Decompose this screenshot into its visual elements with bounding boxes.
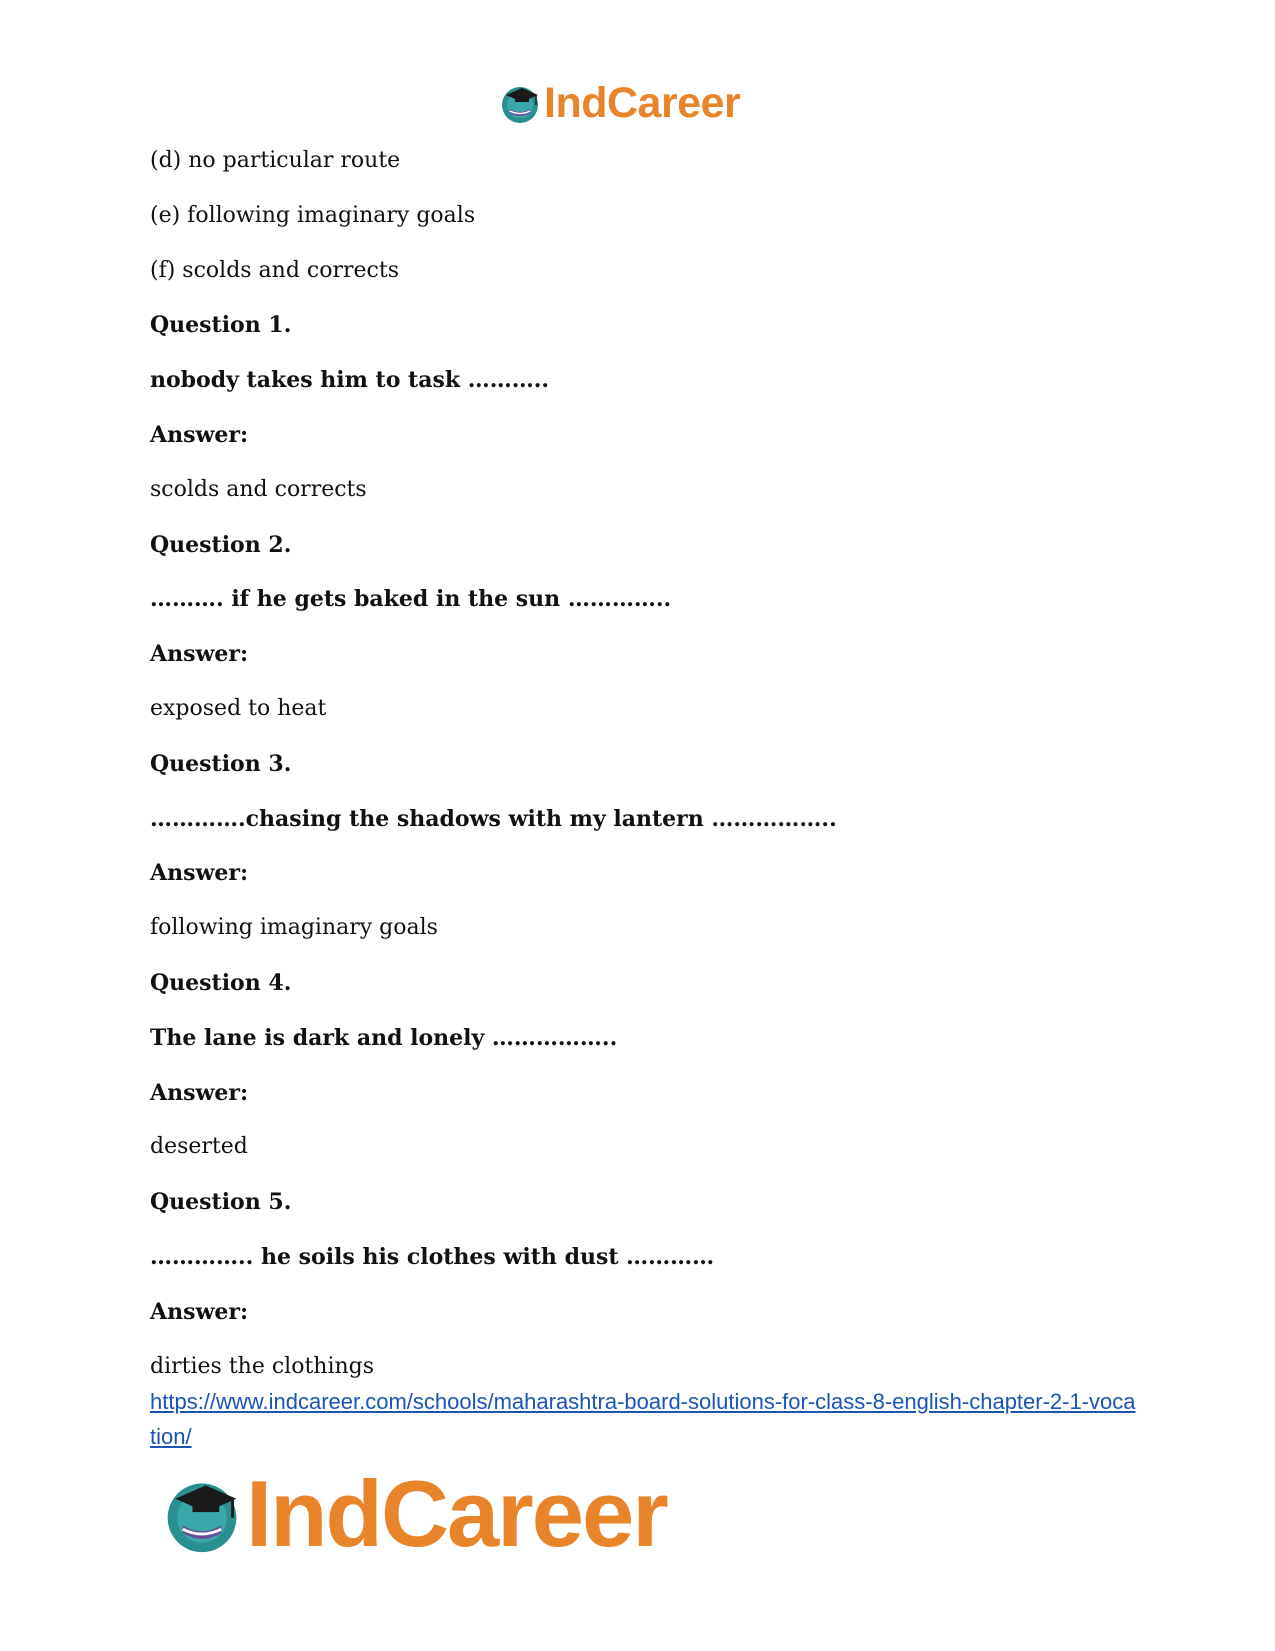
- document-body: [150, 146, 1150, 1406]
- question-text: ………. if he gets baked in the sun …………..: [150, 586, 672, 613]
- question-text: ………….chasing the shadows with my lantern ……………..: [150, 805, 837, 832]
- question-heading: Question 5.: [150, 1189, 292, 1216]
- question-heading: Question 1.: [150, 312, 292, 339]
- graduation-globe-icon: [160, 1472, 244, 1556]
- question-text: nobody takes him to task ………..: [150, 367, 550, 394]
- answer-text: scolds and corrects: [150, 476, 367, 502]
- answer-text: (f) scolds and corrects: [150, 257, 399, 283]
- answer-text: dirties the clothings: [150, 1353, 375, 1379]
- header-logo: [498, 80, 778, 126]
- answer-text: following imaginary goals: [150, 915, 438, 941]
- answer-label: Answer:: [150, 641, 249, 668]
- question-heading: Question 3.: [150, 750, 292, 777]
- answer-label: Answer:: [150, 860, 249, 887]
- answer-label: Answer:: [150, 1079, 249, 1106]
- graduation-globe-icon: [498, 81, 542, 125]
- question-heading: Question 4.: [150, 969, 292, 996]
- answer-text: (d) no particular route: [150, 148, 401, 173]
- answer-text: exposed to heat: [150, 695, 327, 721]
- source-link[interactable]: https://www.indcareer.com/schools/maharashtra-board-solutions-for-class-8-english-chapter-2-1-vocation/: [150, 1389, 1136, 1449]
- question-text: The lane is dark and lonely ……………..: [150, 1024, 618, 1051]
- answer-text: (e) following imaginary goals: [150, 202, 476, 228]
- answer-label: Answer:: [150, 421, 249, 448]
- footer-logo-text: IndCareer: [246, 1461, 667, 1566]
- footer-logo: [160, 1461, 720, 1566]
- question-text: ………….. he soils his clothes with dust …………: [150, 1243, 715, 1270]
- question-heading: Question 2.: [150, 531, 292, 558]
- answer-text: deserted: [150, 1134, 248, 1160]
- answer-label: Answer:: [150, 1298, 249, 1325]
- header-logo-text: IndCareer: [544, 79, 741, 127]
